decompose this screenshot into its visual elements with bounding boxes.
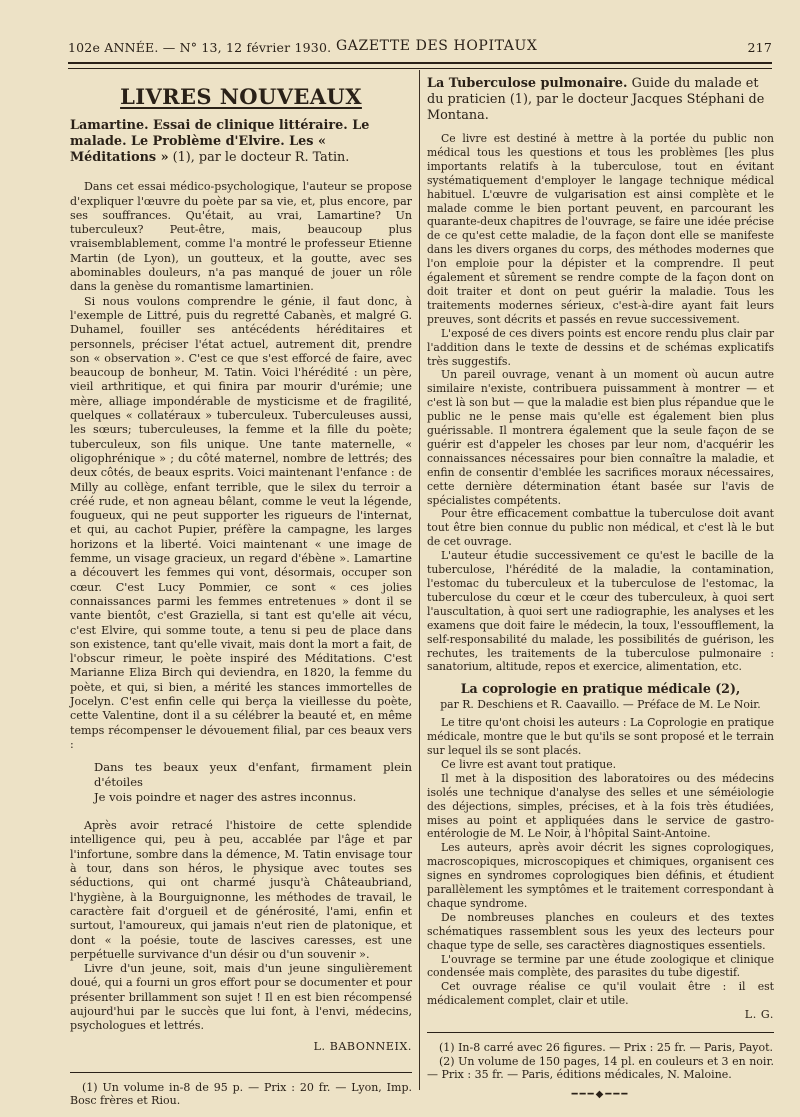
book-title: La coprologie en pratique médicale (2), <box>460 681 741 697</box>
book-author: (1), par le docteur R. Tatin. <box>168 150 350 166</box>
book-author: par R. Deschiens et R. Caavaillo. — Préface de M. Le Noir. <box>440 698 761 712</box>
header-rule <box>68 62 772 69</box>
book-title: La Tuberculose pulmonaire. <box>427 76 628 91</box>
review-paragraph: L'exposé de ces divers points est encore rendu plus clair par l'addition dans le texte de dessins et de schémas explicatifs très suggestifs. <box>427 326 774 368</box>
review-paragraph: Dans cet essai médico-psychologique, l'auteur se propose d'expliquer l'œuvre du poète par sa vie, et, plus encore, par ses souffrances. Qu'était, au vrai, Lamartine? Un tuberculeux? Peut-être, mais, beaucoup plus vraisemblablement, comme l'a montré le professeur Etienne Martin (de Lyon), un goutteux, et la goutte, avec ses abominables douleurs, n'a pas manqué de jouer un rôle dans la genèse du romantisme lamartinien. <box>70 180 412 294</box>
book-author: Guide du malade et du praticien (1), par le docteur Jacques Stéphani de Montana. <box>427 76 765 123</box>
review-paragraph: Ce livre est avant tout pratique. <box>441 757 617 771</box>
review-paragraph: De nombreuses planches en couleurs et des textes schématiques rassemblent sous les yeux des lecteurs pour chaque type de selle, ses caractères diagnostiques essentiels. <box>427 910 774 952</box>
review-signature: L. G. <box>744 1008 774 1022</box>
journal-title: GAZETTE DES HOPITAUX <box>336 38 538 54</box>
section-title: LIVRES NOUVEAUX <box>120 84 362 109</box>
review-paragraph: Il met à la disposition des laboratoires ou des médecins isolés une technique d'analyse des selles et une séméiologie des déjections, simples, précises, et à la fois très étudiées, mises au point et appliquées dans le service de gastro-entérologie de M. Le Noir, à l'hôpital Saint-Antoine. <box>427 771 774 841</box>
issue-info: 102e ANNÉE. — N° 13, 12 février 1930. <box>68 40 332 55</box>
footnote-rule <box>427 1032 774 1033</box>
left-column <box>70 76 412 1108</box>
verse-line: Dans tes beaux yeux d'enfant, firmament plein d'étoiles <box>94 760 412 790</box>
verse-line: Je vois poindre et nager des astres inconnus. <box>94 790 357 805</box>
book-title: Lamartine. Essai de clinique littéraire. Le malade. Le Problème d'Elvire. Les « Méditations » <box>70 118 370 166</box>
review-paragraph: L'ouvrage se termine par une étude zoologique et clinique condensée mais complète, des parasites du tube digestif. <box>427 952 774 980</box>
review-paragraph: Livre d'un jeune, soit, mais d'un jeune singulièrement doué, qui a fourni un gros effort pour se documenter et pour présenter brillamment son sujet ! Il en est bien récompensé aujourd'hui par le succès que lui font, à l'envi, médecins, psychologues et lettrés. <box>70 962 412 1033</box>
review-paragraph: L'auteur étudie successivement ce qu'est le bacille de la tuberculose, l'hérédité de la maladie, la contamination, l'estomac du tuberculeux et la tuberculose de l'estomac, la tuberculose du cœur et le cœur des tuberculeux, à quoi sert l'auscultation, à quoi sert une radiographie, les analyses et les examens que doit faire le médecin, la toux, l'essoufflement, la self-responsabilité du malade, les possibilités de guérison, les rechutes, les traitements de la tuberculose pulmonaire : sanatorium, altitude, repos et exercice, alimentation, etc. <box>427 549 774 674</box>
review-paragraph: Si nous voulons comprendre le génie, il faut donc, à l'exemple de Littré, puis du regretté Cabanès, et malgré G. Duhamel, fouiller ses antécédents héréditaires et personnels, préciser l'état actuel, autrement dit, prendre son « observation ». C'est ce que s'est efforcé de faire, avec beaucoup de bonheur, M. Tatin. Voici l'hérédité : un père, vieil arthritique, et qui finira par mourir d'urémie; une mère, alliage impondérable de mysticisme et de fragilité, quelques « collatéraux » tuberculeux. Tuberculeuses aussi, les sœurs; tuberculeuses, la femme et la fille du poète; tuberculeux, son fils unique. Une tante maternelle, « oligophrénique » ; du côté maternel, nombre de lettrés; des deux côtés, de beaux esprits. Voici maintenant l'enfance : de Milly au collège, enfant terrible, que le silex du terroir a créé rude, et non agneau bêlant, comme le veut la légende, fougueux, qui ne peut supporter les rigueurs de l'internat, et qui, au cachot Pupier, préfère la campagne, les larges horizons et la liberté. Voici maintenant « une image de femme, un visage gracieux, un regard d'ébène ». Lamartine a découvert les femmes qui vont, désormais, occuper son cœur. C'est Lucy Pommier, ce sont « ces jolies connaissances parmi les femmes entretenues » dont il se vante bientôt, c'est Graziella, si tant est qu'elle ait vécu, c'est Elvire, qui somme toute, a tenu si peu de place dans son existence, tant qu'elle vivait, mais dont la mort a fait, de l'obscur rimeur, le poète inspiré des Méditations. C'est Marianne Eliza Birch qui deviendra, en 1820, la femme du poète, et qui, si bien, a mérité les stances immortelles de Jocelyn. C'est enfin celle qui berça la vieillesse du poète, cette Valentine, dont il a su célébrer la beauté et, en même temps récompenser le dévouement filial, par ces beaux vers : <box>70 294 412 751</box>
review-paragraph: Ce livre est destiné à mettre à la portée du public non médical tous les questions et tous les problèmes [les plus importants relatifs à la tuberculose, tout en évitant systématiquement d'employer le langage technique médical habituel. L'œuvre de vulgarisation est ainsi complète et le malade comme le bien portant peuvent, en parcourant les quarante-deux chapitres de l'ouvrage, se faire une idée précise de ce qu'est cette maladie, de la façon dont elle se manifeste dans les divers organes du corps, des méthodes modernes que l'on emploie pour la dépister et la comprendre. Il peut également et sûrement se rendre compte de la façon dont on doit traiter et dont on peut guérir la maladie. Tous les traitements modernes sérieux, c'est-à-dire ayant fait leurs preuves, sont décrits et passés en revue successivement. <box>427 132 774 326</box>
review-signature: L. BABONNEIX. <box>313 1039 412 1053</box>
footnote: (2) Un volume de 150 pages, 14 pl. en couleurs et 3 en noir. — Prix : 35 fr. — Paris, éditions médicales, N. Maloine. <box>427 1054 774 1082</box>
column-divider <box>419 70 420 1090</box>
footnote: (1) Un volume in-8 de 95 p. — Prix : 20 fr. — Lyon, Imp. Bosc frères et Riou. <box>70 1080 412 1108</box>
page-header <box>68 36 772 58</box>
review-paragraph: Pour être efficacement combattue la tuberculose doit avant tout être bien connue du public non médical, et c'est là le but de cet ouvrage. <box>427 507 774 549</box>
review-paragraph: Après avoir retracé l'histoire de cette splendide intelligence qui, peu à peu, accablée par l'âge et par l'infortune, sombre dans la démence, M. Tatin envisage tour à tour, dans son héros, le physique avec toutes ses séductions, qui ont charmé jusqu'à Châteaubriand, l'hygiène, à la Bourguignonne, les méthodes de travail, le caractère fait d'orgueil et de générosité, l'ami, enfin et surtout, l'amoureux, qui jamais n'eut rien de platonique, et dont « la poésie, toute de lascives caresses, est une perpétuelle survivance d'un désir ou d'un souvenir ». <box>70 819 412 961</box>
book-review-heading <box>427 76 774 124</box>
review-paragraph: Le titre qu'ont choisi les auteurs : La Coprologie en pratique médicale, montre que le but qu'ils se sont proposé et le terrain sur lequel ils se sont placés. <box>427 716 774 757</box>
review-paragraph: Cet ouvrage réalise ce qu'il voulait être : il est médicalement complet, clair et utile. <box>427 980 774 1008</box>
right-column <box>427 76 774 1102</box>
footnote-rule <box>70 1072 412 1073</box>
end-ornament: ━━━◆━━━ <box>571 1088 630 1100</box>
review-paragraph: Un pareil ouvrage, venant à un moment où aucun autre similaire n'existe, contribuera puissamment à montrer — et c'est là son but — que la maladie est bien plus répandue que le public ne le pense mais qu'elle est également bien plus guérissable. Il montrera également que la seule façon de se guérir est d'appeler les choses par leur nom, d'acquérir les connaissances nécessaires pour bien connaître la maladie, et enfin de consentir d'emblée les sacrifices moraux nécessaires, cette dernière détermination étant basée sur l'avis de spécialistes compétents. <box>427 368 774 507</box>
book-review-heading <box>70 118 412 166</box>
page-number: 217 <box>747 40 772 55</box>
footnote: (1) In-8 carré avec 26 figures. — Prix : 25 fr. — Paris, Payot. <box>439 1041 774 1055</box>
verse-quote <box>94 760 412 805</box>
review-paragraph: Les auteurs, après avoir décrit les signes coprologiques, macroscopiques, microscopiques et chimiques, organisent ces signes en syndromes coprologiques bien définis, et étudient parallèlement les symptômes et le traitement correspondant à chaque syndrome. <box>427 841 774 910</box>
